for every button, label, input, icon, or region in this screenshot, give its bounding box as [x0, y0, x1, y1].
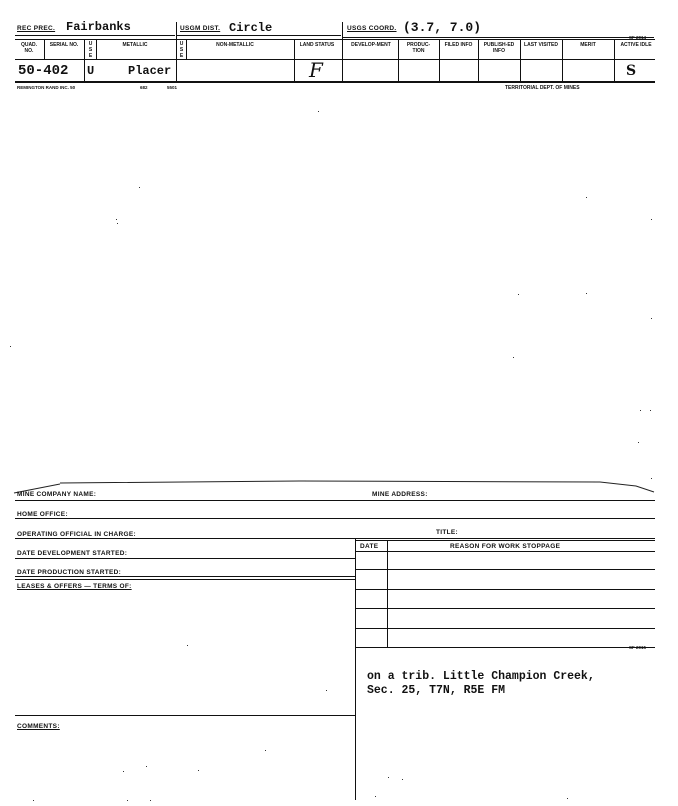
rule	[355, 538, 356, 800]
rule	[342, 37, 654, 38]
rule	[15, 59, 655, 60]
home-office-label: HOME OFFICE:	[17, 511, 68, 518]
location-line-2: Sec. 25, T7N, R5E FM	[367, 684, 506, 697]
speck	[651, 478, 652, 479]
operating-official-label: OPERATING OFFICIAL IN CHARGE:	[17, 531, 136, 538]
rule	[176, 35, 341, 36]
speck	[265, 750, 266, 751]
rule	[439, 39, 440, 81]
speck	[139, 187, 140, 188]
rule	[355, 628, 655, 629]
land-status-mark: F	[309, 58, 323, 82]
col-quad-no: QUAD. NO.	[20, 42, 38, 54]
mine-company-name-label: MINE COMPANY NAME:	[17, 491, 97, 498]
date-header: DATE	[360, 543, 379, 550]
rule	[520, 39, 521, 81]
rule	[96, 39, 97, 59]
rule	[355, 589, 655, 590]
col-serial-no: SERIAL NO.	[49, 42, 79, 48]
rule	[614, 39, 615, 81]
col-land-status: LAND STATUS	[299, 42, 335, 48]
active-idle-mark: S	[626, 63, 637, 79]
department-label: TERRITORIAL DEPT. OF MINES	[505, 85, 580, 91]
rule	[294, 39, 295, 81]
speck	[586, 293, 587, 294]
col-filed-info: FILED INFO	[444, 42, 473, 48]
rule	[355, 569, 655, 570]
printer-label: REMINGTON RAND INC. 50	[17, 85, 76, 90]
rule	[44, 39, 45, 59]
rule	[15, 576, 355, 577]
rule	[342, 22, 343, 81]
printer-code-2: 5501	[167, 85, 178, 90]
reason-header: REASON FOR WORK STOPPAGE	[450, 543, 561, 550]
speck	[117, 223, 118, 224]
speck	[116, 219, 117, 220]
rule	[15, 500, 655, 501]
rule	[176, 22, 177, 81]
rule	[355, 608, 655, 609]
speck	[326, 690, 327, 691]
speck	[567, 798, 568, 799]
quad-serial-value: 50-402	[18, 63, 69, 79]
rule	[15, 39, 655, 40]
comments-label: COMMENTS:	[17, 723, 60, 730]
speck	[586, 197, 587, 198]
use-code-value: U	[87, 64, 95, 78]
rule	[398, 39, 399, 81]
speck	[123, 771, 124, 772]
speck	[402, 779, 403, 780]
speck	[198, 770, 199, 771]
speck	[187, 645, 188, 646]
date-development-label: DATE DEVELOPMENT STARTED:	[17, 550, 128, 557]
form-code-back: SF 2015	[629, 645, 647, 650]
mine-address-label: MINE ADDRESS:	[372, 491, 428, 498]
speck	[33, 800, 34, 801]
col-non-metallic: NON-METALLIC	[216, 42, 254, 48]
rule	[15, 538, 655, 539]
rule	[15, 518, 655, 519]
usgm-dist-label: USGM DIST.	[180, 25, 221, 32]
usgm-dist-value: Circle	[229, 21, 273, 35]
rule	[15, 558, 355, 559]
speck	[150, 800, 151, 801]
speck	[146, 766, 147, 767]
rule	[562, 39, 563, 81]
col-use-1: U S E	[88, 41, 93, 59]
rule	[15, 715, 355, 716]
rule	[355, 540, 655, 541]
rule	[15, 579, 355, 580]
speck	[650, 410, 651, 411]
title-label: TITLE:	[436, 529, 459, 536]
rule	[355, 551, 655, 552]
col-use-2: U S E	[179, 41, 184, 59]
speck	[640, 410, 641, 411]
usgs-coord-value: (3.7, 7.0)	[403, 20, 482, 35]
speck	[518, 294, 519, 295]
date-production-label: DATE PRODUCTION STARTED:	[17, 569, 122, 576]
rule	[84, 39, 85, 81]
speck	[127, 800, 128, 801]
metallic-value: Placer	[128, 64, 172, 78]
speck	[318, 111, 319, 112]
speck	[651, 318, 652, 319]
col-published-info: PUBLISH-ED INFO	[483, 42, 515, 54]
rec-prec-value: Fairbanks	[66, 20, 131, 34]
location-line-1: on a trib. Little Champion Creek,	[367, 670, 595, 683]
col-active-idle: ACTIVE IDLE	[620, 42, 652, 48]
col-production: PRODUC-TION	[406, 42, 431, 54]
rule	[478, 39, 479, 81]
rule	[15, 35, 175, 36]
card-edge	[0, 474, 678, 494]
col-development: DEVELOP-MENT	[351, 42, 391, 48]
speck	[10, 346, 11, 347]
speck	[651, 219, 652, 220]
leases-label: LEASES & OFFERS — TERMS OF:	[17, 583, 132, 590]
col-last-visited: LAST VISITED	[524, 42, 558, 48]
rule	[15, 81, 655, 83]
col-metallic: METALLIC	[122, 42, 148, 48]
form-code-front: SF 2014	[629, 35, 647, 40]
printer-code-1: 682	[140, 85, 148, 90]
usgs-coord-label: USGS COORD.	[347, 25, 397, 32]
rule	[355, 647, 655, 648]
rule	[387, 540, 388, 648]
speck	[375, 796, 376, 797]
speck	[513, 357, 514, 358]
rule	[186, 39, 187, 59]
rec-prec-label: REC PREC.	[17, 25, 56, 32]
speck	[388, 777, 389, 778]
col-merit: MERIT	[580, 42, 596, 48]
speck	[638, 442, 639, 443]
